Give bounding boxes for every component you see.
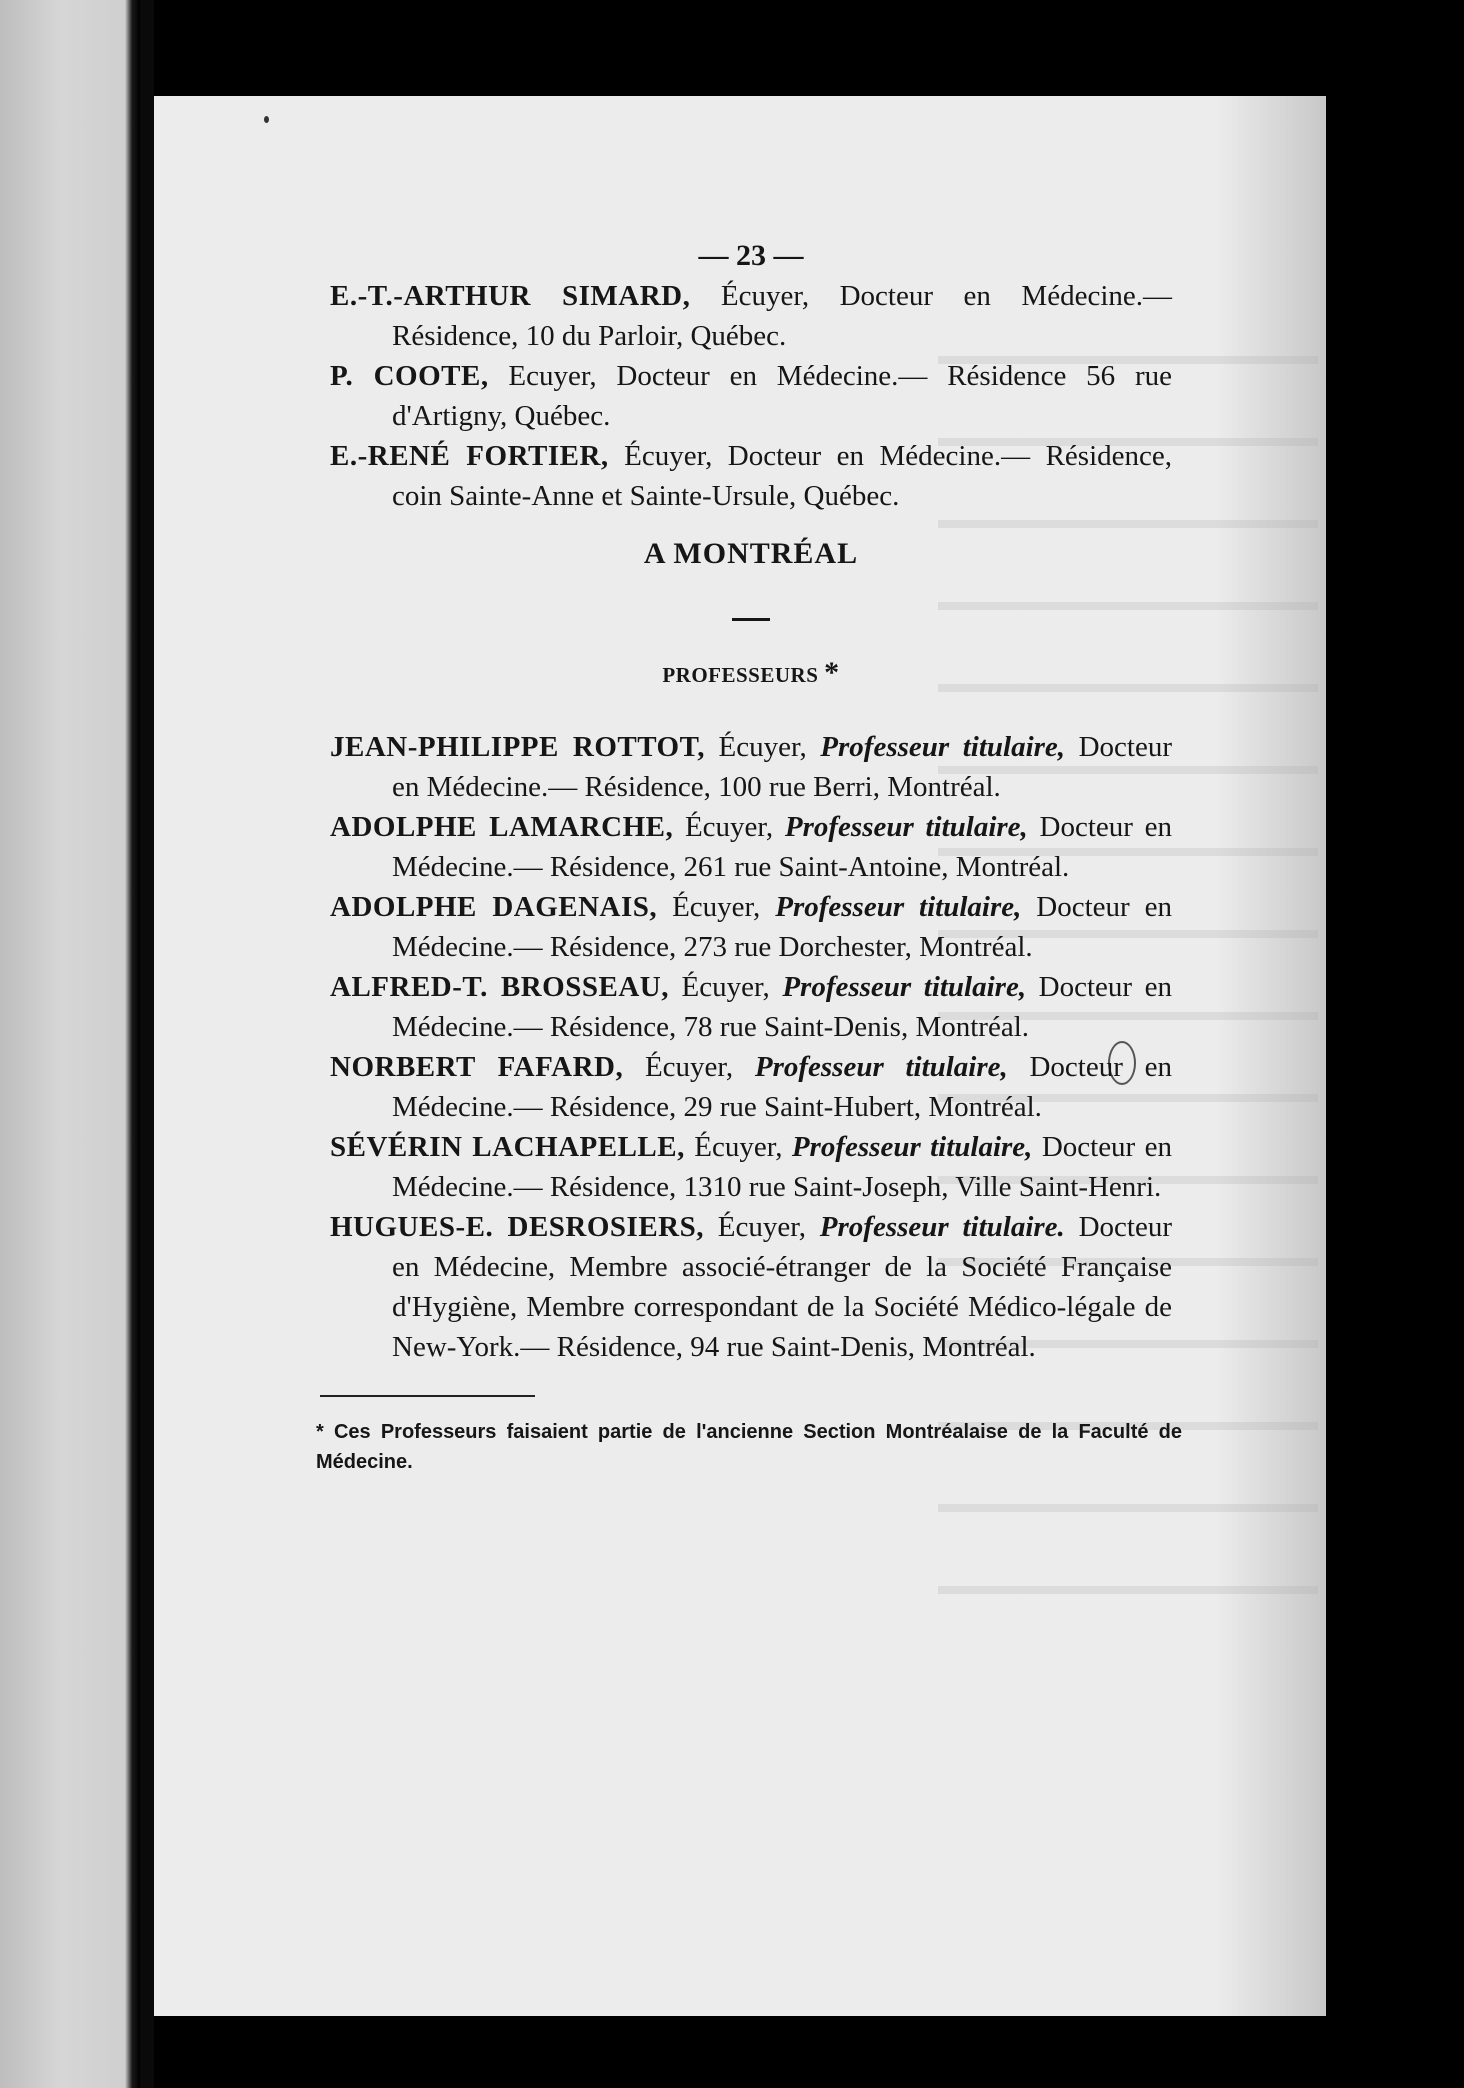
entry-text: Écuyer, [684, 1131, 792, 1163]
entry-text: Docteur en Médecine, Membre associé-étranger de la Société Française d'Hygiène, Membre correspondant de la Société Médico-légale de New-York.— Résidence, 94 rue Saint-Denis, Montréal. [392, 1211, 1172, 1363]
entry-text: Écuyer, [668, 971, 783, 1003]
footnote-rule [320, 1395, 535, 1397]
entry-text: Écuyer, [704, 1211, 820, 1243]
section-heading-text: PROFESSEURS [662, 663, 819, 687]
entry [330, 356, 1172, 436]
entry [330, 276, 1172, 356]
entry [330, 1127, 1172, 1207]
entry-title: Professeur titulaire, [754, 1051, 1008, 1083]
entry-text: Docteur en Médecine.— Résidence, 29 rue Saint-Hubert, Montréal. [392, 1051, 1172, 1123]
entry-text: Ecuyer, Docteur en Médecine.— Résidence 56 rue d'Artigny, Québec. [392, 360, 1172, 432]
entry [330, 1047, 1172, 1127]
entry-text: Écuyer, Docteur en Médecine.— Résidence, coin Sainte-Anne et Sainte-Ursule, Québec. [392, 440, 1172, 512]
entry-text: Écuyer, [705, 731, 821, 763]
entry-name: HUGUES-E. DESROSIERS, [330, 1211, 705, 1243]
entry-title: Professeur titulaire. [819, 1211, 1065, 1243]
entry-text: Docteur en Médecine.— Résidence, 261 rue Saint-Antoine, Montréal. [392, 811, 1172, 883]
entry-text: Docteur en Médecine.— Résidence, 1310 rue Saint-Joseph, Ville Saint-Henri. [392, 1131, 1172, 1203]
heading-divider [732, 618, 770, 621]
entry [330, 807, 1172, 887]
entry-text: Docteur en Médecine.— Résidence, 78 rue Saint-Denis, Montréal. [392, 971, 1172, 1043]
entry-text: Docteur en Médecine.— Résidence, 273 rue Dorchester, Montréal. [392, 891, 1172, 963]
entry-text: Écuyer, [673, 811, 785, 843]
entry [330, 887, 1172, 967]
entry [330, 1207, 1172, 1367]
entry-title: Professeur titulaire, [784, 811, 1028, 843]
entry-name: E.-T.-ARTHUR SIMARD, [330, 280, 691, 312]
page-content [316, 236, 1182, 1477]
page-number: — 23 — [698, 239, 804, 272]
entry-text: Écuyer, Docteur en Médecine.— Résidence, 10 du Parloir, Québec. [392, 280, 1172, 352]
entry-name: NORBERT FAFARD, [330, 1051, 624, 1083]
entries-professors [330, 727, 1172, 1367]
entry-name: JEAN-PHILIPPE ROTTOT, [330, 731, 706, 763]
entries-quebec [330, 276, 1172, 516]
entry-name: ADOLPHE DAGENAIS, [330, 891, 658, 923]
ink-speck [264, 116, 269, 123]
entry-title: Professeur titulaire, [791, 1131, 1033, 1163]
entry-title: Professeur titulaire, [820, 731, 1066, 763]
footnote: * Ces Professeurs faisaient partie de l'ancienne Section Montréalaise de la Faculté de Médecine. [316, 1421, 1182, 1473]
entry-title: Professeur titulaire, [775, 891, 1022, 923]
entry-name: ALFRED-T. BROSSEAU, [330, 971, 669, 1003]
entry-name: P. COOTE, [330, 360, 489, 392]
footnote-mark: * [824, 656, 840, 689]
entry-title: Professeur titulaire, [782, 971, 1027, 1003]
left-page-margin [0, 0, 140, 2088]
entry-text: Docteur en Médecine.— Résidence, 100 rue Berri, Montréal. [392, 731, 1172, 803]
book-spine [140, 0, 154, 2088]
entry [330, 967, 1172, 1047]
city-heading: A MONTRÉAL [643, 537, 859, 570]
entry-text: Écuyer, [657, 891, 776, 923]
entry-name: SÉVÉRIN LACHAPELLE, [330, 1131, 685, 1163]
entry [330, 727, 1172, 807]
entry-text: Écuyer, [623, 1051, 755, 1083]
document-page [154, 96, 1326, 2016]
entry [330, 436, 1172, 516]
entry-name: ADOLPHE LAMARCHE, [330, 811, 674, 843]
entry-name: E.-RENÉ FORTIER, [330, 440, 609, 472]
section-heading [330, 653, 1172, 695]
